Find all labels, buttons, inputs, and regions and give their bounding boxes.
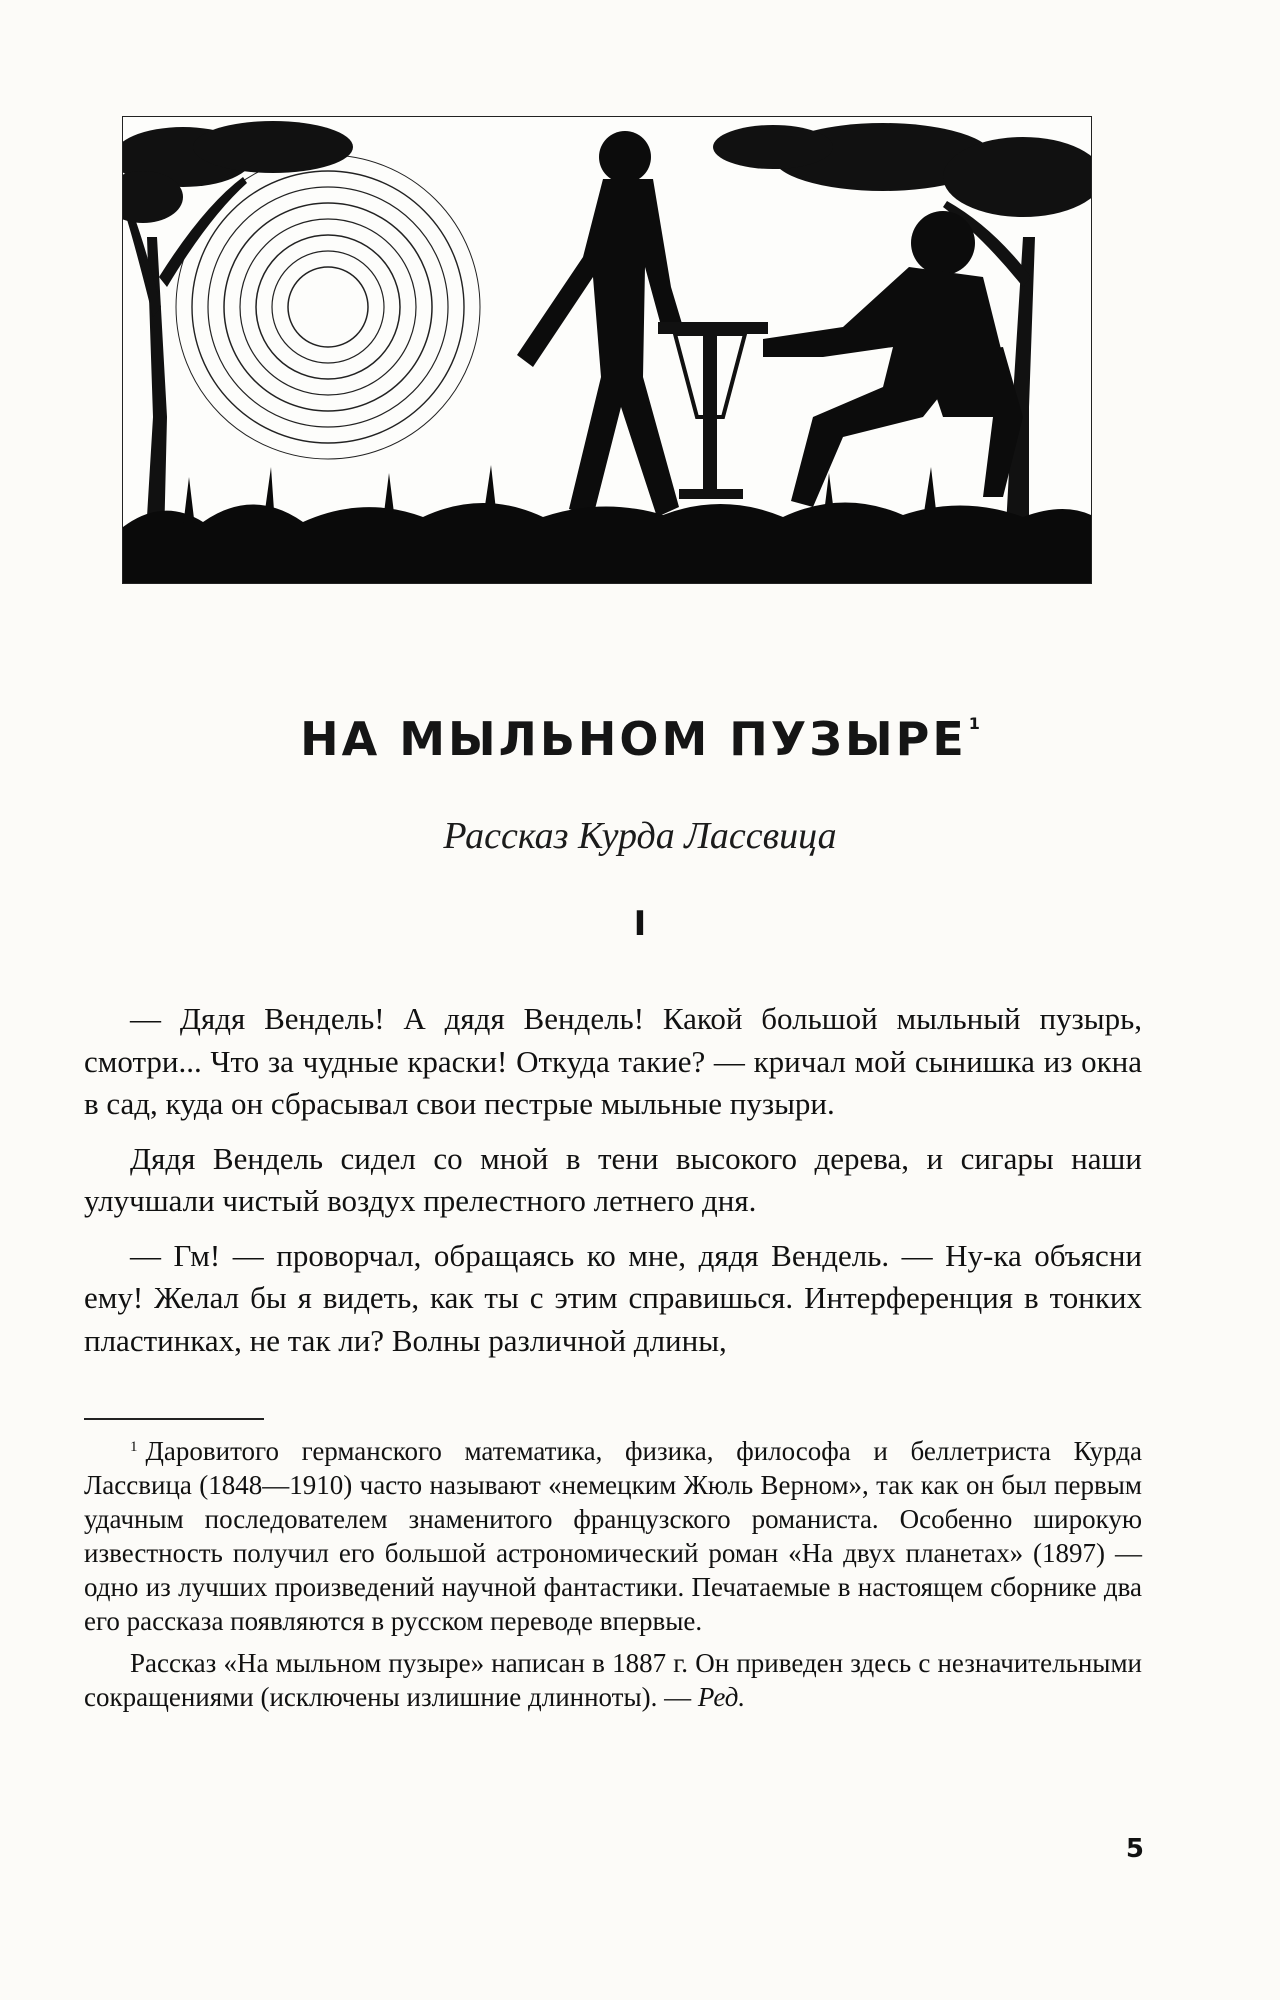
story-title (0, 712, 1280, 766)
story-subtitle: Рассказ Курда Лассвица (443, 815, 837, 857)
paragraph: — Дядя Вендель! А дядя Вендель! Какой большой мыльный пузырь, смотри... Что за чудные краски! Откуда такие? — кричал мой сынишка из окна в сад, куда он сбрасывал свои пестрые мыльные пузыри. (84, 1001, 1142, 1121)
title-text: НА МЫЛЬНОМ ПУЗЫРЕ (300, 712, 967, 766)
footnote-note (84, 1646, 1142, 1714)
title-footnote-mark: 1 (968, 714, 980, 733)
footnote-divider (84, 1418, 264, 1420)
body-text (84, 998, 1142, 1374)
paragraph: Дядя Вендель сидел со мной в тени высокого дерева, и сигары наши улучшали чистый воздух прелестного летнего дня. (84, 1140, 1142, 1218)
garden-table (658, 322, 768, 499)
footnotes (84, 1430, 1142, 1722)
editor-mark: Ред. (697, 1682, 746, 1712)
silhouette-illustration (122, 116, 1092, 584)
page-number: 5 (1125, 1834, 1144, 1864)
paragraph: — Гм! — проворчал, обращаясь ко мне, дядя Вендель. — Ну-ка объясни ему! Желал бы я видеть, как ты с этим справишься. Интерференция в тонких пластинках, не так ли? Волны различной длины, (84, 1237, 1142, 1358)
ground (123, 465, 1091, 583)
footnote-note-text: Рассказ «На мыльном пузыре» написан в 1887 г. Он приведен здесь с незначительными сокращениями (исключены излишние длинноты). — (84, 1648, 1142, 1712)
seated-figure (763, 211, 1023, 507)
footnote-mark: 1 (130, 1439, 138, 1455)
footnote-1 (84, 1430, 1142, 1638)
chapter-number: I (633, 904, 647, 944)
footnote-text: Даровитого германского математика, физика, философа и беллетриста Курда Лассвица (1848—1910) часто называют «немецким Жюль Верном», так как он был первым удачным последователем знаменитого французского романиста. Особенно широкую известность получил его большой астрономический роман «На двух планетах» (1897) — одно из лучших произведений научной фантастики. Печатаемые в настоящем сборнике два его рассказа появляются в русском переводе впервые. (84, 1436, 1142, 1636)
